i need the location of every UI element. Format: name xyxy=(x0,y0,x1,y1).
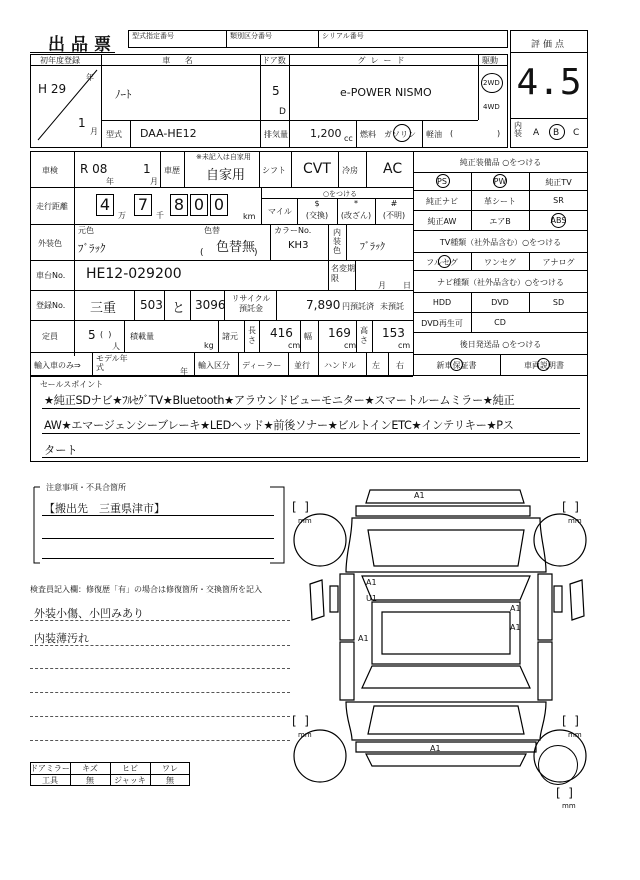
height-value: 153 xyxy=(382,326,405,340)
name-change-label: 名変期限 xyxy=(331,264,355,283)
tire-fr-bracket: [ ] xyxy=(562,500,579,514)
dealer-option: ディーラー xyxy=(242,361,282,370)
color-code-label: カラーNo. xyxy=(274,226,312,235)
notes-line-1: 【搬出先 三重県津市】 xyxy=(44,502,165,515)
table-cell-tools-value: 無 xyxy=(86,776,94,785)
drive-4wd: 4WD xyxy=(483,103,500,111)
mileage-digit-5: 0 xyxy=(213,195,225,214)
car-name-label: 車 名 xyxy=(162,56,199,65)
sales-line-3: タート xyxy=(44,444,78,457)
shaken-value: R 08 xyxy=(80,162,108,176)
mileage-dollar: $ xyxy=(314,199,320,208)
type-spec-label: 型式指定番号 xyxy=(132,32,174,40)
handle-left: 左 xyxy=(372,361,380,370)
mileage-digit-2: 7 xyxy=(137,195,149,214)
import-div-label: 輸入区分 xyxy=(198,361,230,370)
spare-bracket: [ ] xyxy=(556,786,573,800)
tire-rl-bracket: [ ] xyxy=(292,714,309,728)
recycle-amount: 7,890 xyxy=(306,298,341,312)
equip-tv: 純正TV xyxy=(545,178,572,187)
length-value: 416 xyxy=(270,326,293,340)
mileage-star: * xyxy=(354,199,358,208)
table-cell-jack: ジャッキ xyxy=(114,776,146,785)
width-unit: cm xyxy=(344,341,357,350)
fuel-gasoline: ガソリン xyxy=(384,130,416,139)
color-change-paren-open: ( xyxy=(200,248,204,258)
later-title: 後日発送品 ○をつける xyxy=(459,340,542,349)
grade-label: グレード xyxy=(357,56,410,65)
parallel-option: 並行 xyxy=(294,361,310,370)
spare-tire-icon xyxy=(538,745,578,785)
sales-points-label: セールスポイント xyxy=(40,380,104,389)
recycle-label: リサイクル預託金 xyxy=(231,294,271,313)
equip-airbag: エアB xyxy=(489,217,511,226)
tire-fl-bracket: [ ] xyxy=(292,500,309,514)
fuel-paren-close: ) xyxy=(497,129,501,138)
handle-right: 右 xyxy=(396,361,404,370)
serial-label: シリアル番号 xyxy=(322,32,364,40)
tire-fr-mm: mm xyxy=(568,517,582,525)
length-unit: cm xyxy=(288,341,301,350)
capacity-unit: 人 xyxy=(112,342,120,351)
model-type-label: 型式 xyxy=(106,130,122,139)
mileage-circle-note: ○をつける xyxy=(322,190,358,198)
color-change-label: 色替 xyxy=(204,226,220,235)
interior-grade-c: C xyxy=(573,128,580,138)
doors-label: ドア数 xyxy=(262,56,286,65)
table-header-crack: ヒビ xyxy=(122,764,138,773)
int-color-value: ﾌﾞﾗｯｸ xyxy=(360,242,385,253)
color-code-value: KH3 xyxy=(288,240,309,251)
grade-value: e-POWER NISMO xyxy=(340,86,432,99)
fuel-paren-open: ( xyxy=(450,129,454,138)
ext-color-label: 外装色 xyxy=(38,239,62,248)
tire-rr-mm: mm xyxy=(568,731,582,739)
chassis-value: HE12-029200 xyxy=(86,266,182,282)
later-warranty: 新車保証書 xyxy=(436,361,477,370)
table-cell-jack-value: 無 xyxy=(166,776,174,785)
equip-leather: 革シート xyxy=(484,197,516,206)
rating-label: 評価点 xyxy=(530,40,567,50)
damage-mark-left-door: A1 xyxy=(358,634,369,643)
damage-mark-rear-bumper: A1 xyxy=(430,744,441,753)
drive-2wd: 2WD xyxy=(483,79,500,87)
cooler-value: AC xyxy=(383,161,403,177)
history-note: ※未記入は自家用 xyxy=(196,153,251,161)
cc-unit: cc xyxy=(344,134,353,143)
shift-value: CVT xyxy=(303,161,331,177)
mileage-digit-1: 4 xyxy=(99,195,111,214)
table-header-scratch: キズ xyxy=(82,764,98,773)
tv-oneseg: ワンセグ xyxy=(484,258,516,267)
class-no-label: 類別区分番号 xyxy=(230,32,272,40)
car-name-value: ﾉｰﾄ xyxy=(115,88,132,101)
form-title: 出品票 xyxy=(48,35,117,55)
height-unit: cm xyxy=(398,341,411,350)
model-year-label: モデル年式 xyxy=(96,354,128,372)
first-reg-month: 1 xyxy=(78,116,86,130)
capacity-label: 定員 xyxy=(42,332,58,341)
weight-label: 諸元 xyxy=(222,332,238,341)
damage-mark-left-front-u: U1 xyxy=(366,594,377,603)
later-manual: 車両説明書 xyxy=(524,361,564,370)
load-label: 積載量 xyxy=(130,332,154,341)
orig-color-label: 元色 xyxy=(78,226,94,235)
damage-mark-front-bumper: A1 xyxy=(414,491,425,500)
tv-analog: アナログ xyxy=(542,258,575,267)
equip-sr: SR xyxy=(553,196,564,205)
mileage-sen: 千 xyxy=(156,211,164,220)
name-change-month: 月 xyxy=(378,281,386,290)
tv-type-title: TV種類（社外品含む）○をつける xyxy=(439,238,562,247)
table-cell-tools: 工具 xyxy=(42,776,58,785)
mileage-km: km xyxy=(243,212,256,221)
interior-grade-a: A xyxy=(533,128,540,138)
equip-navi: 純正ナビ xyxy=(426,197,458,206)
fuel-light-oil: 軽油 xyxy=(426,130,442,139)
shift-label: シフト xyxy=(262,166,286,175)
shaken-year-unit: 年 xyxy=(106,177,114,186)
history-value: 自家用 xyxy=(206,168,246,183)
recycle-deposited: 円預託済 xyxy=(342,302,374,311)
int-color-label: 内装色 xyxy=(333,228,341,255)
recycle-not-deposited: 未預託 xyxy=(380,302,404,311)
width-value: 169 xyxy=(328,326,351,340)
color-change-value: 色替無 xyxy=(216,240,256,255)
orig-color-value: ﾌﾞﾗｯｸ xyxy=(78,242,106,255)
notes-title: 注意事項・不具合箇所 xyxy=(46,483,126,492)
interior-grade-b: B xyxy=(553,128,560,138)
mileage-hash: # xyxy=(390,199,398,208)
first-reg-label: 初年度登録 xyxy=(40,56,80,65)
navi-sd: SD xyxy=(552,298,565,307)
mileage-tampered: (改ざん) xyxy=(340,211,372,220)
displacement-value: 1,200 xyxy=(310,127,342,140)
reg-class: 503 xyxy=(140,298,163,312)
first-reg-era: H 29 xyxy=(38,82,67,96)
reg-pref: 三重 xyxy=(90,301,117,316)
navi-dvd: DVD xyxy=(491,298,509,307)
history-label: 車歴 xyxy=(164,166,180,175)
first-reg-month-unit: 月 xyxy=(90,127,98,136)
equip-ps: PS xyxy=(437,177,447,186)
chassis-label: 車台No. xyxy=(36,271,66,280)
damage-mark-left-front: A1 xyxy=(366,578,377,587)
equip-abs: ABS xyxy=(550,216,567,225)
capacity-paren: ( ) xyxy=(100,330,112,339)
import-label: 輸入車のみ⇒ xyxy=(34,361,81,370)
doors-d: D xyxy=(279,107,286,117)
displacement-label: 排気量 xyxy=(264,130,288,139)
handle-label: ハンドル xyxy=(324,361,356,370)
model-type-value: DAA-HE12 xyxy=(140,127,197,140)
damage-mark-right-door-1: A1 xyxy=(510,604,521,613)
cooler-label: 冷房 xyxy=(342,166,358,175)
mileage-man: 万 xyxy=(118,211,126,220)
height-label: 高さ xyxy=(360,326,368,345)
table-header-break: ワレ xyxy=(162,764,178,773)
color-change-paren-close: ) xyxy=(254,248,258,258)
drive-label: 駆動 xyxy=(482,56,498,65)
sales-line-2: AW★エマージェンシーブレーキ★LEDヘッド★前後ソナー★ビルトインETC★インテリキー★Pス xyxy=(44,419,514,432)
mileage-exchanged: (交換) xyxy=(305,211,329,220)
equipment-title: 純正装備品 ○をつける xyxy=(459,158,542,167)
doors-value: 5 xyxy=(272,84,280,98)
first-reg-year-unit: 年 xyxy=(86,73,94,82)
inspector-note: 検査員記入欄：修復歴「有」の場合は修復箇所・交換箇所を記入 xyxy=(30,585,262,594)
navi-hdd: HDD xyxy=(432,298,452,307)
name-change-day: 日 xyxy=(403,281,411,290)
load-unit: kg xyxy=(204,341,214,350)
spare-mm: mm xyxy=(562,802,576,810)
sales-line-1: ★純正SDナビ★ﾌﾙｾｸﾞTV★Bluetooth★アラウンドビューモニター★スマートルームミラー★純正 xyxy=(44,394,515,407)
mileage-digit-3: 8 xyxy=(173,195,185,214)
width-label: 幅 xyxy=(304,332,312,341)
length-label: 長さ xyxy=(248,326,256,345)
capacity-value: 5 xyxy=(88,328,96,342)
fuel-label: 燃料 xyxy=(360,130,376,139)
reg-kana: と xyxy=(172,301,186,316)
mileage-digit-4: 0 xyxy=(193,195,205,214)
shaken-label: 車検 xyxy=(42,166,58,175)
navi-type-title: ナビ種類（社外品含む）○をつける xyxy=(437,278,564,287)
rating-value: 4.5 xyxy=(516,62,582,103)
shaken-month-unit: 月 xyxy=(150,177,158,186)
inspect-line-2: 内装薄汚れ xyxy=(34,632,89,645)
dvd-playback: DVD再生可 xyxy=(421,319,463,328)
cd-option: CD xyxy=(494,318,506,327)
mileage-label: 走行距離 xyxy=(36,202,68,211)
tire-rr-bracket: [ ] xyxy=(562,714,579,728)
tire-rl-mm: mm xyxy=(298,731,312,739)
reg-no: 3096 xyxy=(195,298,226,312)
inspect-line-1: 外装小傷、小凹みあり xyxy=(34,607,144,620)
mileage-unknown: (不明) xyxy=(382,211,406,220)
mileage-mile: マイル xyxy=(268,207,292,216)
equip-pw: PW xyxy=(493,177,507,186)
tv-fullseg: フルセグ xyxy=(426,258,458,267)
equip-aw: 純正AW xyxy=(427,217,457,226)
table-header-mirror: ドアミラー xyxy=(30,764,70,773)
damage-mark-right-door-2: A1 xyxy=(510,623,521,632)
shaken-month: 1 xyxy=(143,162,151,176)
interior-rating-label: 内装 xyxy=(514,121,522,138)
tire-fl-mm: mm xyxy=(298,517,312,525)
model-year-unit: 年 xyxy=(180,367,188,376)
regno-label: 登録No. xyxy=(36,301,66,310)
